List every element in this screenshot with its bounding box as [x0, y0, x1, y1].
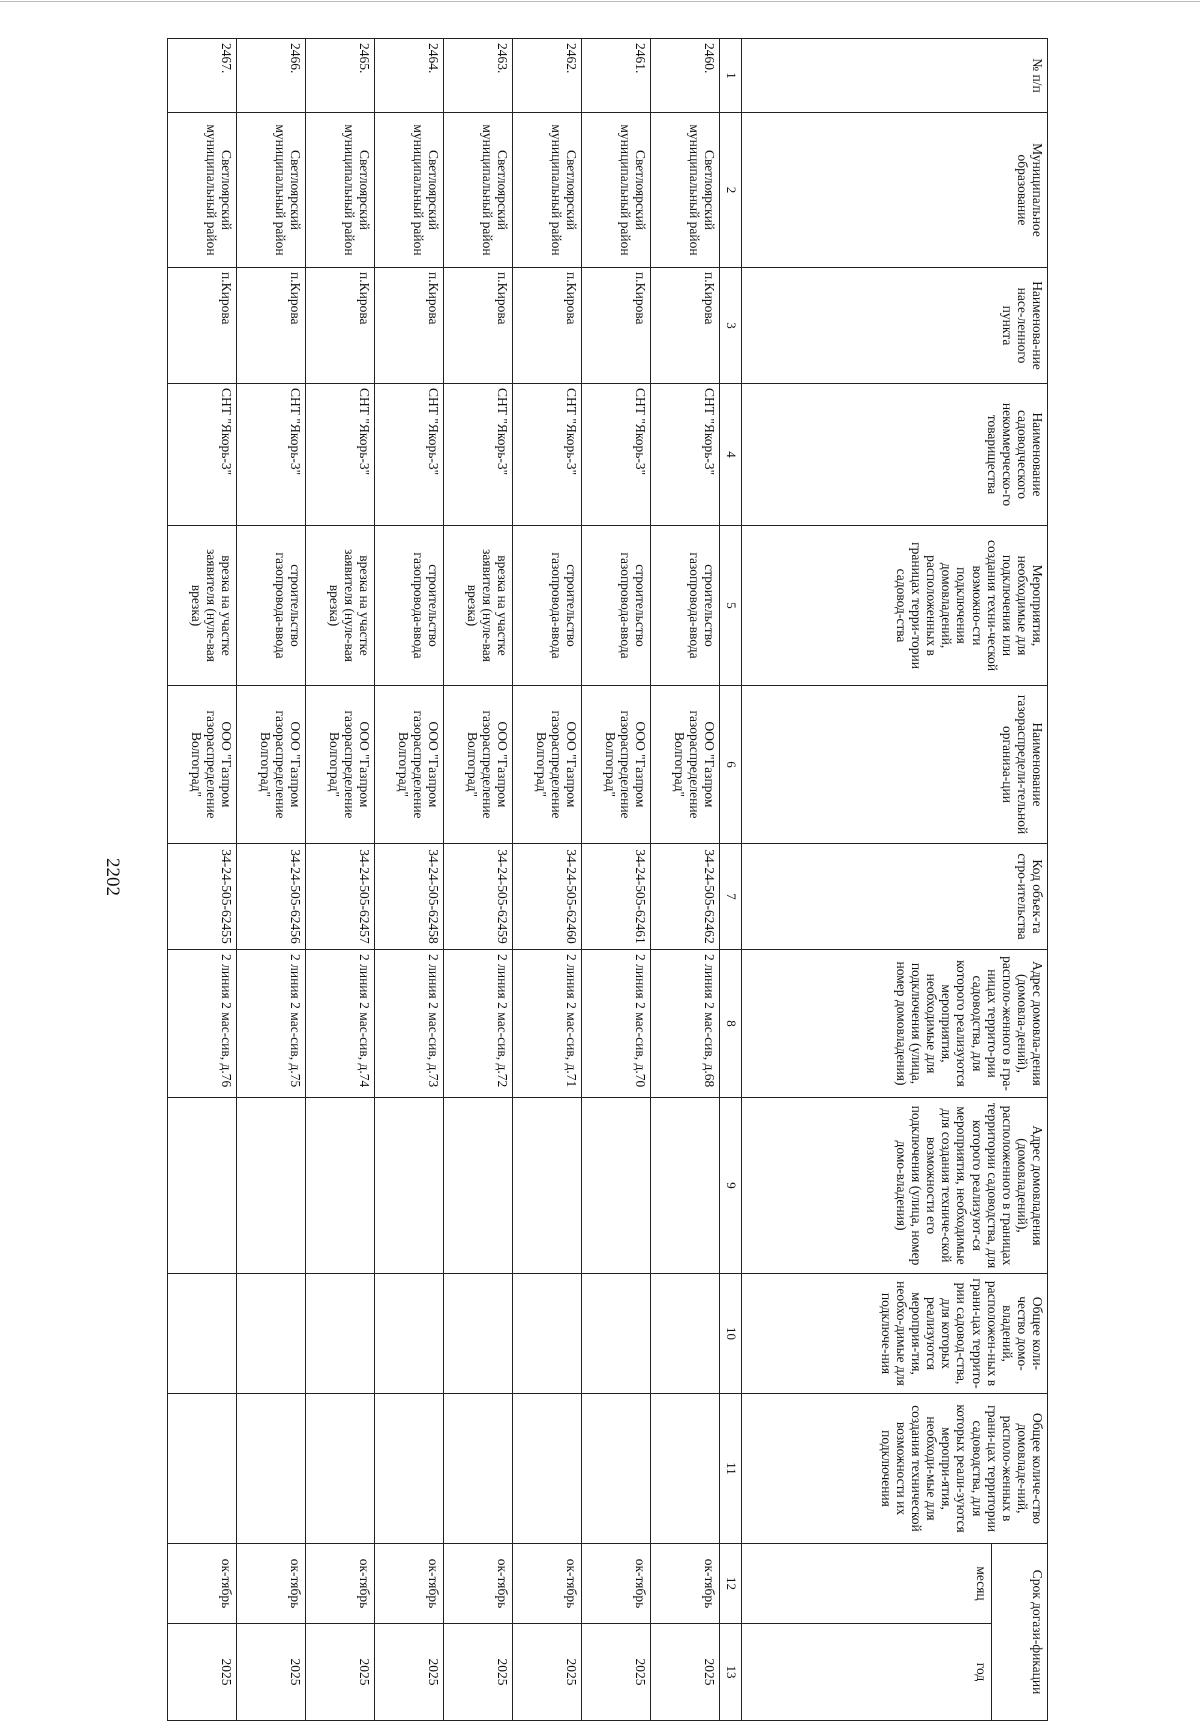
cell-year: 2025	[651, 1624, 720, 1721]
cell-municipality: Светлоярский муниципальный район	[375, 113, 444, 268]
cell-address-connection: 2 линия 2 мас-сив, д.75	[237, 950, 306, 1098]
table-row	[306, 39, 375, 1721]
cell-address-technical	[168, 1098, 237, 1274]
header-num: № п/п	[742, 39, 1048, 113]
table-row	[651, 39, 720, 1721]
cell-total-technical	[444, 1394, 513, 1544]
cell-month: ок-тябрь	[237, 1544, 306, 1624]
cell-num: 2466.	[237, 39, 306, 113]
column-number: 13	[720, 1624, 742, 1721]
cell-municipality: Светлоярский муниципальный район	[582, 113, 651, 268]
cell-month: ок-тябрь	[444, 1544, 513, 1624]
cell-year: 2025	[513, 1624, 582, 1721]
cell-address-technical	[375, 1098, 444, 1274]
cell-address-technical	[237, 1098, 306, 1274]
cell-code: 34-24-505-62459	[444, 844, 513, 950]
header-measures: Мероприятия, необходимые для подключения или создания техни-ческой возможно-сти подключения домовладений, расположенных в границах терри-тории садовод-ства	[742, 526, 1048, 686]
cell-num: 2461.	[582, 39, 651, 113]
gasification-table	[167, 38, 1048, 1721]
page-edge	[0, 1, 1200, 2]
cell-address-connection: 2 линия 2 мас-сив, д.74	[306, 950, 375, 1098]
cell-year: 2025	[582, 1624, 651, 1721]
cell-total-connection	[306, 1274, 375, 1394]
cell-code: 34-24-505-62462	[651, 844, 720, 950]
header-municipality: Муниципальное образование	[742, 113, 1048, 268]
cell-total-connection	[444, 1274, 513, 1394]
column-number: 6	[720, 686, 742, 844]
cell-municipality: Светлоярский муниципальный район	[444, 113, 513, 268]
cell-settlement: п.Кирова	[651, 268, 720, 384]
cell-address-technical	[513, 1098, 582, 1274]
header-month: месяц	[742, 1544, 992, 1624]
cell-num: 2465.	[306, 39, 375, 113]
cell-num: 2464.	[375, 39, 444, 113]
cell-total-technical	[168, 1394, 237, 1544]
cell-snt: СНТ "Якорь-3"	[168, 384, 237, 526]
column-number: 9	[720, 1098, 742, 1274]
header-code: Код объек-та стро-ительства	[742, 844, 1048, 950]
cell-municipality: Светлоярский муниципальный район	[306, 113, 375, 268]
cell-total-technical	[375, 1394, 444, 1544]
cell-measure: строительство газопровода-ввода	[651, 526, 720, 686]
cell-total-connection	[582, 1274, 651, 1394]
cell-settlement: п.Кирова	[168, 268, 237, 384]
cell-month: ок-тябрь	[651, 1544, 720, 1624]
cell-num: 2467.	[168, 39, 237, 113]
cell-snt: СНТ "Якорь-3"	[444, 384, 513, 526]
column-number: 4	[720, 384, 742, 526]
header-snt: Наименование садоводческого некоммерческо-го товарищества	[742, 384, 1048, 526]
cell-num: 2463.	[444, 39, 513, 113]
cell-municipality: Светлоярский муниципальный район	[513, 113, 582, 268]
cell-code: 34-24-505-62455	[168, 844, 237, 950]
cell-snt: СНТ "Якорь-3"	[306, 384, 375, 526]
cell-snt: СНТ "Якорь-3"	[237, 384, 306, 526]
table-row	[513, 39, 582, 1721]
cell-gdo: ООО "Газпром газораспределение Волгоград"	[306, 686, 375, 844]
column-number: 7	[720, 844, 742, 950]
cell-total-technical	[651, 1394, 720, 1544]
cell-gdo: ООО "Газпром газораспределение Волгоград"	[168, 686, 237, 844]
column-number: 12	[720, 1544, 742, 1624]
cell-month: ок-тябрь	[513, 1544, 582, 1624]
header-deadline: Срок догази-фикации	[992, 1544, 1048, 1721]
cell-num: 2460.	[651, 39, 720, 113]
cell-gdo: ООО "Газпром газораспределение Волгоград"	[237, 686, 306, 844]
cell-total-connection	[513, 1274, 582, 1394]
cell-snt: СНТ "Якорь-3"	[651, 384, 720, 526]
table-row	[375, 39, 444, 1721]
cell-measure: врезка на участке заявителя (нуле-вая врезка)	[306, 526, 375, 686]
cell-num: 2462.	[513, 39, 582, 113]
cell-measure: строительство газопровода-ввода	[513, 526, 582, 686]
column-number-row	[720, 39, 742, 1721]
cell-year: 2025	[306, 1624, 375, 1721]
cell-code: 34-24-505-62460	[513, 844, 582, 950]
rotated-table-wrapper	[168, 38, 1048, 1720]
cell-code: 34-24-505-62461	[582, 844, 651, 950]
cell-gdo: ООО "Газпром газораспределение Волгоград"	[375, 686, 444, 844]
page-number: 2202	[102, 858, 123, 896]
cell-year: 2025	[375, 1624, 444, 1721]
cell-total-connection	[168, 1274, 237, 1394]
cell-address-connection: 2 линия 2 мас-сив, д.76	[168, 950, 237, 1098]
cell-measure: строительство газопровода-ввода	[582, 526, 651, 686]
header-address-technical: Адрес домовладения (домовладений), расположенного в границах территории садоводства, для которого реализуют-ся мероприятия, необходимые для создания техниче-ской возможности его подключения (улица, номер домо-владения)	[742, 1098, 1048, 1274]
header-address-connection: Адрес домовла-дения (домовла-дений), располо-женного в гра-ницах террито-рии садоводства, для которого реализуются мероприятия, необходимые для подключения (улица, номер домовладения)	[742, 950, 1048, 1098]
cell-address-technical	[582, 1098, 651, 1274]
cell-settlement: п.Кирова	[582, 268, 651, 384]
cell-code: 34-24-505-62457	[306, 844, 375, 950]
header-settlement: Наименова-ние насе-ленного пункта	[742, 268, 1048, 384]
table-row	[444, 39, 513, 1721]
cell-code: 34-24-505-62456	[237, 844, 306, 950]
table-row	[237, 39, 306, 1721]
table-row	[582, 39, 651, 1721]
header-total-connection: Общее коли-чество домо-владений, расположен-ных в грани-цах террито-рии садовод-ства, для которых реализуются мероприя-тия, необхо-димые для подключе-ния	[742, 1274, 1048, 1394]
cell-code: 34-24-505-62458	[375, 844, 444, 950]
header-year: год	[742, 1624, 992, 1721]
header-row	[992, 39, 1048, 1721]
cell-year: 2025	[168, 1624, 237, 1721]
column-number: 8	[720, 950, 742, 1098]
cell-total-technical	[582, 1394, 651, 1544]
cell-gdo: ООО "Газпром газораспределение Волгоград"	[444, 686, 513, 844]
header-total-technical: Общее количе-ство домовладе-ний, располо-женных в грани-цах территории садоводства, для которых реали-зуются меропри-ятия, необходи-мые для создания технической возможности их подключения	[742, 1394, 1048, 1544]
cell-address-connection: 2 линия 2 мас-сив, д.71	[513, 950, 582, 1098]
table-row	[168, 39, 237, 1721]
cell-total-connection	[651, 1274, 720, 1394]
cell-month: ок-тябрь	[168, 1544, 237, 1624]
column-number: 1	[720, 39, 742, 113]
cell-address-connection: 2 линия 2 мас-сив, д.72	[444, 950, 513, 1098]
cell-gdo: ООО "Газпром газораспределение Волгоград"	[651, 686, 720, 844]
cell-total-connection	[375, 1274, 444, 1394]
cell-measure: врезка на участке заявителя (нуле-вая врезка)	[444, 526, 513, 686]
cell-year: 2025	[444, 1624, 513, 1721]
column-number: 3	[720, 268, 742, 384]
cell-settlement: п.Кирова	[444, 268, 513, 384]
cell-total-technical	[513, 1394, 582, 1544]
cell-address-technical	[651, 1098, 720, 1274]
cell-measure: строительство газопровода-ввода	[237, 526, 306, 686]
cell-snt: СНТ "Якорь-3"	[513, 384, 582, 526]
cell-snt: СНТ "Якорь-3"	[582, 384, 651, 526]
cell-gdo: ООО "Газпром газораспределение Волгоград"	[582, 686, 651, 844]
cell-total-technical	[237, 1394, 306, 1544]
cell-municipality: Светлоярский муниципальный район	[237, 113, 306, 268]
cell-settlement: п.Кирова	[375, 268, 444, 384]
cell-address-technical	[444, 1098, 513, 1274]
cell-address-connection: 2 линия 2 мас-сив, д.70	[582, 950, 651, 1098]
cell-municipality: Светлоярский муниципальный район	[168, 113, 237, 268]
cell-year: 2025	[237, 1624, 306, 1721]
cell-measure: строительство газопровода-ввода	[375, 526, 444, 686]
cell-settlement: п.Кирова	[237, 268, 306, 384]
cell-settlement: п.Кирова	[306, 268, 375, 384]
cell-total-technical	[306, 1394, 375, 1544]
cell-total-connection	[237, 1274, 306, 1394]
cell-address-connection: 2 линия 2 мас-сив, д.68	[651, 950, 720, 1098]
cell-municipality: Светлоярский муниципальный район	[651, 113, 720, 268]
cell-address-technical	[306, 1098, 375, 1274]
cell-month: ок-тябрь	[582, 1544, 651, 1624]
column-number: 10	[720, 1274, 742, 1394]
header-gdo: Наименование газораспредели-тельной организа-ции	[742, 686, 1048, 844]
cell-month: ок-тябрь	[306, 1544, 375, 1624]
cell-gdo: ООО "Газпром газораспределение Волгоград"	[513, 686, 582, 844]
cell-address-connection: 2 линия 2 мас-сив, д.73	[375, 950, 444, 1098]
cell-measure: врезка на участке заявителя (нуле-вая врезка)	[168, 526, 237, 686]
column-number: 5	[720, 526, 742, 686]
column-number: 2	[720, 113, 742, 268]
cell-month: ок-тябрь	[375, 1544, 444, 1624]
cell-snt: СНТ "Якорь-3"	[375, 384, 444, 526]
cell-settlement: п.Кирова	[513, 268, 582, 384]
column-number: 11	[720, 1394, 742, 1544]
